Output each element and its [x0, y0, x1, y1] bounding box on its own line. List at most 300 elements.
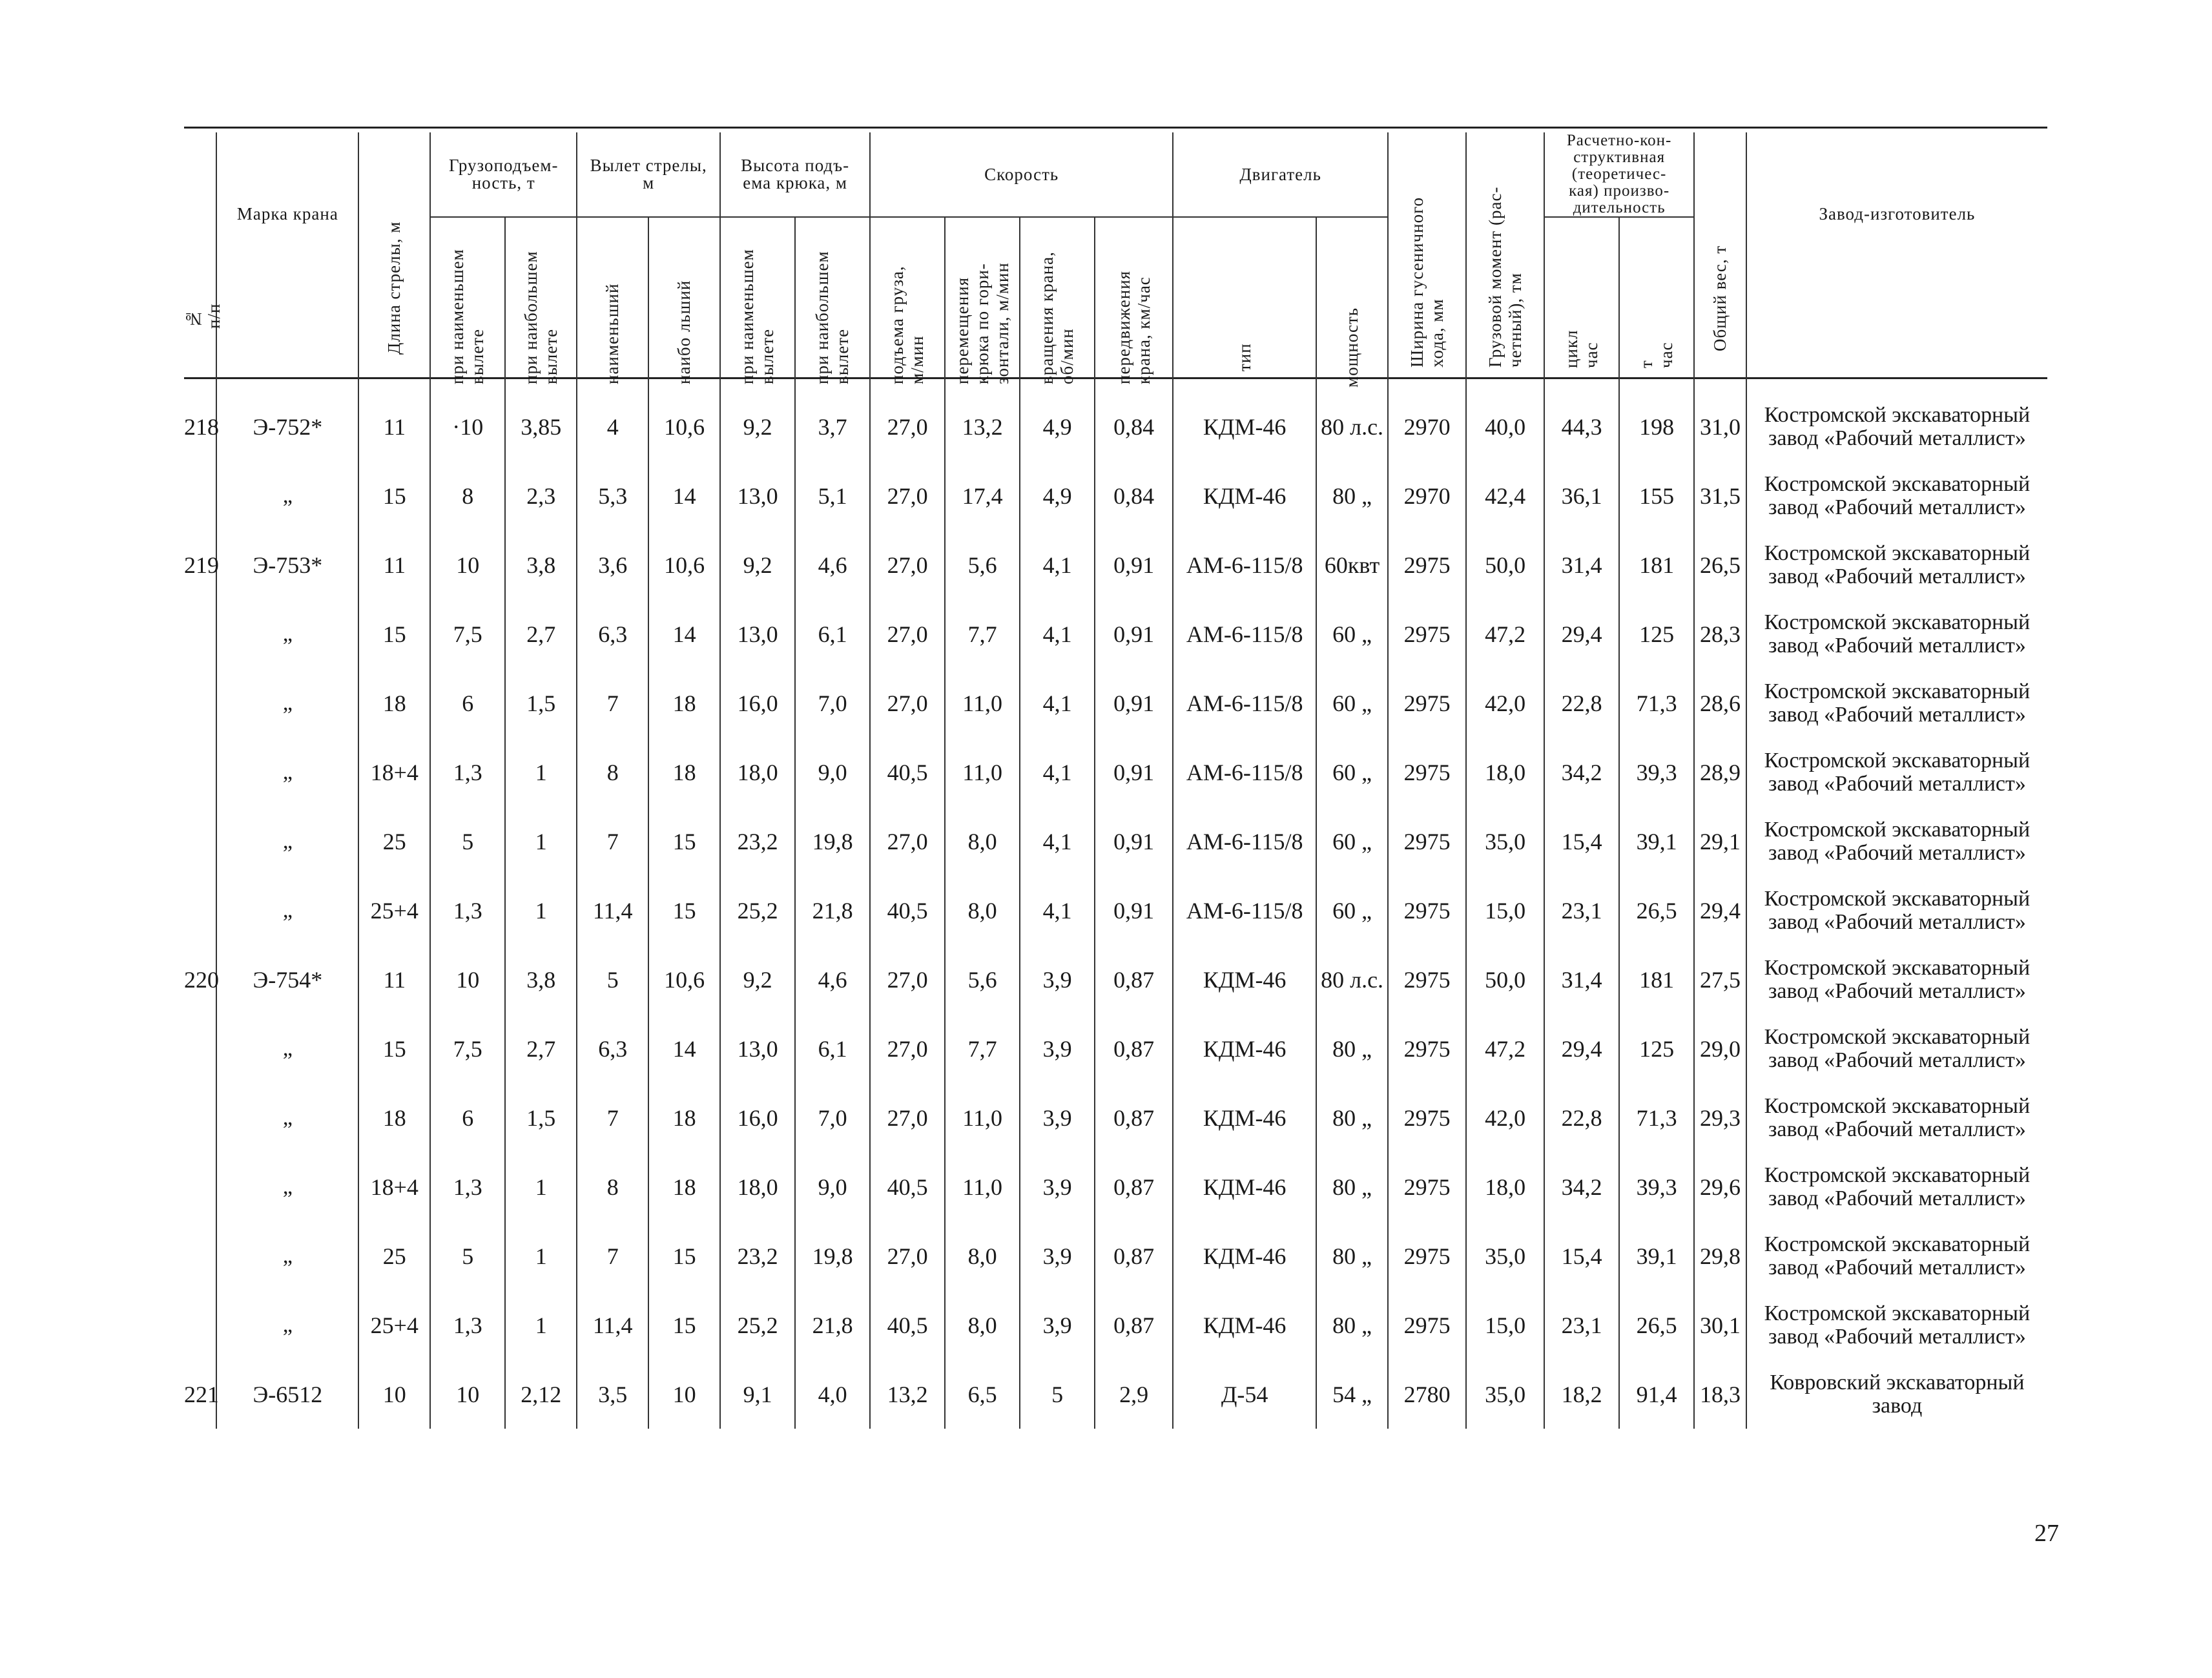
top-rule [184, 127, 2047, 129]
boom-length-cell: 18 [358, 668, 430, 738]
total-weight-cell: 29,0 [1694, 1014, 1746, 1083]
speed-lift-cell: 40,5 [870, 1152, 945, 1221]
header-productivity: Расчетно-кон- структивная (теоретичес- кая) произво- дительность [1544, 132, 1694, 217]
table-row [184, 807, 2047, 876]
speed-travel-cell: 0,91 [1095, 530, 1173, 599]
speed-rotation-cell: 3,9 [1020, 1014, 1095, 1083]
hook-max-cell: 21,8 [795, 1290, 870, 1360]
engine-type-cell: АМ-6-115/8 [1173, 668, 1316, 738]
productivity-cycles-cell: 18,2 [1544, 1360, 1619, 1429]
speed-move-cell: 17,4 [945, 461, 1020, 530]
reach-min-cell: 6,3 [577, 599, 648, 668]
total-weight-cell: 18,3 [1694, 1360, 1746, 1429]
row-number-cell [184, 668, 216, 738]
speed-move-cell: 11,0 [945, 668, 1020, 738]
crane-mark-cell: „ [216, 738, 358, 807]
engine-power-cell: 60 „ [1316, 876, 1388, 945]
reach-max-cell: 10,6 [648, 945, 720, 1014]
speed-rotation-cell: 4,1 [1020, 807, 1095, 876]
table-row [184, 1221, 2047, 1290]
capacity-max-cell: 1 [505, 1221, 577, 1290]
crane-mark-cell: „ [216, 1152, 358, 1221]
speed-move-cell: 5,6 [945, 530, 1020, 599]
capacity-min-cell: 1,3 [430, 738, 505, 807]
speed-lift-cell: 27,0 [870, 599, 945, 668]
reach-min-cell: 5 [577, 945, 648, 1014]
row-number-cell [184, 876, 216, 945]
load-moment-cell: 35,0 [1466, 807, 1544, 876]
track-width-cell: 2975 [1388, 945, 1466, 1014]
engine-type-cell: КДМ-46 [1173, 461, 1316, 530]
track-width-cell: 2975 [1388, 599, 1466, 668]
total-weight-cell: 29,1 [1694, 807, 1746, 876]
productivity-cycles-cell: 29,4 [1544, 599, 1619, 668]
capacity-max-cell: 2,12 [505, 1360, 577, 1429]
engine-power-cell: 80 л.с. [1316, 392, 1388, 461]
engine-type-cell: КДМ-46 [1173, 1083, 1316, 1152]
header-reach: Вылет стрелы, м [577, 132, 720, 217]
header-hook-height: Высота подъ- ема крюка, м [720, 132, 870, 217]
reach-max-cell: 18 [648, 668, 720, 738]
total-weight-cell: 28,3 [1694, 599, 1746, 668]
speed-lift-cell: 40,5 [870, 876, 945, 945]
engine-power-cell: 80 „ [1316, 461, 1388, 530]
engine-type-cell: АМ-6-115/8 [1173, 530, 1316, 599]
capacity-max-cell: 1 [505, 1290, 577, 1360]
track-width-cell: 2975 [1388, 876, 1466, 945]
hook-max-cell: 19,8 [795, 807, 870, 876]
productivity-cycles-cell: 22,8 [1544, 668, 1619, 738]
reach-max-cell: 15 [648, 1290, 720, 1360]
productivity-cycles-cell: 15,4 [1544, 1221, 1619, 1290]
reach-max-cell: 14 [648, 1014, 720, 1083]
capacity-max-cell: 3,8 [505, 530, 577, 599]
header-manufacturer: Завод-изготовитель [1819, 203, 1976, 223]
speed-lift-cell: 13,2 [870, 1360, 945, 1429]
row-number-cell: 220 [184, 945, 216, 1014]
header-capacity: Грузоподъем- ность, т [430, 132, 577, 217]
reach-max-cell: 15 [648, 1221, 720, 1290]
speed-lift-cell: 40,5 [870, 738, 945, 807]
header-speed-rotation: вращения крана, об/мин [1020, 217, 1095, 392]
hook-min-cell: 16,0 [720, 1083, 795, 1152]
speed-travel-cell: 0,87 [1095, 1014, 1173, 1083]
load-moment-cell: 40,0 [1466, 392, 1544, 461]
speed-rotation-cell: 4,1 [1020, 668, 1095, 738]
boom-length-cell: 25+4 [358, 1290, 430, 1360]
reach-min-cell: 11,4 [577, 876, 648, 945]
manufacturer-cell: Костромской экскаваторный завод «Рабочий металлист» [1764, 817, 2031, 865]
track-width-cell: 2975 [1388, 1290, 1466, 1360]
hook-max-cell: 4,6 [795, 530, 870, 599]
load-moment-cell: 18,0 [1466, 1152, 1544, 1221]
load-moment-cell: 15,0 [1466, 1290, 1544, 1360]
load-moment-cell: 50,0 [1466, 945, 1544, 1014]
productivity-tons-cell: 39,1 [1619, 1221, 1694, 1290]
load-moment-cell: 15,0 [1466, 876, 1544, 945]
engine-power-cell: 60квт [1316, 530, 1388, 599]
speed-lift-cell: 27,0 [870, 461, 945, 530]
table-row [184, 392, 2047, 461]
speed-travel-cell: 0,91 [1095, 738, 1173, 807]
crane-specifications-table [184, 132, 2047, 1429]
table-row [184, 599, 2047, 668]
speed-lift-cell: 27,0 [870, 530, 945, 599]
speed-lift-cell: 27,0 [870, 668, 945, 738]
capacity-max-cell: 2,7 [505, 1014, 577, 1083]
capacity-max-cell: 2,7 [505, 599, 577, 668]
load-moment-cell: 47,2 [1466, 1014, 1544, 1083]
speed-rotation-cell: 3,9 [1020, 1290, 1095, 1360]
table-row [184, 1360, 2047, 1429]
track-width-cell: 2975 [1388, 1083, 1466, 1152]
hook-max-cell: 4,0 [795, 1360, 870, 1429]
load-moment-cell: 42,0 [1466, 668, 1544, 738]
total-weight-cell: 29,3 [1694, 1083, 1746, 1152]
header-speed: Скорость [870, 132, 1173, 217]
hook-max-cell: 9,0 [795, 1152, 870, 1221]
reach-max-cell: 18 [648, 1152, 720, 1221]
manufacturer-cell: Ковровский экскаваторный завод [1770, 1370, 2025, 1418]
header-speed-travel: передвижения крана, км/час [1095, 217, 1173, 392]
header-num: № п/п [184, 132, 216, 392]
total-weight-cell: 26,5 [1694, 530, 1746, 599]
manufacturer-cell: Костромской экскаваторный завод «Рабочий металлист» [1764, 1301, 2031, 1349]
row-number-cell: 221 [184, 1360, 216, 1429]
capacity-min-cell: 7,5 [430, 1014, 505, 1083]
speed-lift-cell: 27,0 [870, 1014, 945, 1083]
track-width-cell: 2975 [1388, 1152, 1466, 1221]
track-width-cell: 2975 [1388, 807, 1466, 876]
load-moment-cell: 42,0 [1466, 1083, 1544, 1152]
manufacturer-cell: Костромской экскаваторный завод «Рабочий металлист» [1764, 1093, 2031, 1141]
load-moment-cell: 42,4 [1466, 461, 1544, 530]
speed-lift-cell: 40,5 [870, 1290, 945, 1360]
reach-max-cell: 15 [648, 807, 720, 876]
crane-mark-cell: Э-754* [216, 945, 358, 1014]
productivity-cycles-cell: 31,4 [1544, 530, 1619, 599]
speed-move-cell: 11,0 [945, 1083, 1020, 1152]
reach-min-cell: 5,3 [577, 461, 648, 530]
capacity-min-cell: 7,5 [430, 599, 505, 668]
reach-min-cell: 6,3 [577, 1014, 648, 1083]
table-row [184, 945, 2047, 1014]
capacity-max-cell: 2,3 [505, 461, 577, 530]
productivity-tons-cell: 26,5 [1619, 876, 1694, 945]
hook-max-cell: 9,0 [795, 738, 870, 807]
crane-mark-cell: „ [216, 1014, 358, 1083]
reach-max-cell: 14 [648, 461, 720, 530]
speed-rotation-cell: 5 [1020, 1360, 1095, 1429]
hook-min-cell: 13,0 [720, 599, 795, 668]
header-speed-move: перемещения крюка по гори- зонтали, м/мин [945, 217, 1020, 392]
header-engine: Двигатель [1173, 132, 1388, 217]
hook-min-cell: 23,2 [720, 1221, 795, 1290]
boom-length-cell: 18+4 [358, 738, 430, 807]
speed-lift-cell: 27,0 [870, 392, 945, 461]
reach-max-cell: 10 [648, 1360, 720, 1429]
total-weight-cell: 31,0 [1694, 392, 1746, 461]
table-row [184, 1290, 2047, 1360]
productivity-cycles-cell: 36,1 [1544, 461, 1619, 530]
productivity-cycles-cell: 34,2 [1544, 738, 1619, 807]
reach-min-cell: 3,5 [577, 1360, 648, 1429]
header-productivity-cycles: цикл час [1544, 217, 1619, 392]
total-weight-cell: 29,4 [1694, 876, 1746, 945]
engine-power-cell: 80 „ [1316, 1152, 1388, 1221]
engine-type-cell: Д-54 [1173, 1360, 1316, 1429]
hook-max-cell: 4,6 [795, 945, 870, 1014]
productivity-cycles-cell: 23,1 [1544, 876, 1619, 945]
speed-travel-cell: 0,87 [1095, 1290, 1173, 1360]
hook-min-cell: 13,0 [720, 461, 795, 530]
total-weight-cell: 29,6 [1694, 1152, 1746, 1221]
engine-type-cell: КДМ-46 [1173, 945, 1316, 1014]
speed-move-cell: 8,0 [945, 876, 1020, 945]
header-speed-lift: подъема груза, м/мин [870, 217, 945, 392]
reach-max-cell: 10,6 [648, 392, 720, 461]
load-moment-cell: 18,0 [1466, 738, 1544, 807]
capacity-min-cell: 8 [430, 461, 505, 530]
capacity-min-cell: 1,3 [430, 876, 505, 945]
crane-mark-cell: „ [216, 668, 358, 738]
speed-travel-cell: 0,91 [1095, 807, 1173, 876]
page-number: 27 [2034, 1520, 2059, 1547]
speed-move-cell: 8,0 [945, 807, 1020, 876]
track-width-cell: 2780 [1388, 1360, 1466, 1429]
hook-min-cell: 23,2 [720, 807, 795, 876]
track-width-cell: 2975 [1388, 668, 1466, 738]
engine-power-cell: 80 л.с. [1316, 945, 1388, 1014]
manufacturer-cell: Костромской экскаваторный завод «Рабочий металлист» [1764, 1024, 2031, 1072]
row-number-cell [184, 1014, 216, 1083]
productivity-tons-cell: 181 [1619, 530, 1694, 599]
speed-move-cell: 6,5 [945, 1360, 1020, 1429]
capacity-min-cell: 10 [430, 1360, 505, 1429]
manufacturer-cell: Костромской экскаваторный завод «Рабочий металлист» [1764, 886, 2031, 934]
productivity-tons-cell: 91,4 [1619, 1360, 1694, 1429]
row-number-cell [184, 1083, 216, 1152]
engine-power-cell: 60 „ [1316, 807, 1388, 876]
hook-min-cell: 9,1 [720, 1360, 795, 1429]
hook-max-cell: 5,1 [795, 461, 870, 530]
reach-max-cell: 10,6 [648, 530, 720, 599]
manufacturer-cell: Костромской экскаваторный завод «Рабочий металлист» [1764, 955, 2031, 1003]
speed-rotation-cell: 4,1 [1020, 599, 1095, 668]
hook-max-cell: 19,8 [795, 1221, 870, 1290]
reach-min-cell: 7 [577, 1083, 648, 1152]
engine-power-cell: 80 „ [1316, 1290, 1388, 1360]
engine-type-cell: КДМ-46 [1173, 1221, 1316, 1290]
speed-move-cell: 13,2 [945, 392, 1020, 461]
hook-max-cell: 6,1 [795, 599, 870, 668]
boom-length-cell: 18+4 [358, 1152, 430, 1221]
row-number-cell [184, 461, 216, 530]
speed-rotation-cell: 4,1 [1020, 876, 1095, 945]
header-mark: Марка крана [216, 132, 358, 392]
table-body [184, 392, 2047, 1429]
speed-travel-cell: 0,87 [1095, 1152, 1173, 1221]
productivity-tons-cell: 125 [1619, 1014, 1694, 1083]
reach-max-cell: 15 [648, 876, 720, 945]
crane-mark-cell: „ [216, 1083, 358, 1152]
speed-travel-cell: 2,9 [1095, 1360, 1173, 1429]
speed-travel-cell: 0,91 [1095, 876, 1173, 945]
manufacturer-cell: Костромской экскаваторный завод «Рабочий металлист» [1764, 610, 2031, 658]
speed-move-cell: 8,0 [945, 1290, 1020, 1360]
crane-mark-cell: Э-752* [216, 392, 358, 461]
boom-length-cell: 25 [358, 807, 430, 876]
productivity-cycles-cell: 23,1 [1544, 1290, 1619, 1360]
table-row [184, 1083, 2047, 1152]
capacity-min-cell: 6 [430, 668, 505, 738]
boom-length-cell: 25 [358, 1221, 430, 1290]
capacity-min-cell: ·10 [430, 392, 505, 461]
table-row [184, 461, 2047, 530]
row-number-cell [184, 1221, 216, 1290]
boom-length-cell: 18 [358, 1083, 430, 1152]
crane-mark-cell: „ [216, 461, 358, 530]
reach-min-cell: 4 [577, 392, 648, 461]
row-number-cell [184, 1152, 216, 1221]
reach-max-cell: 18 [648, 738, 720, 807]
table-row [184, 876, 2047, 945]
hook-max-cell: 21,8 [795, 876, 870, 945]
table-row [184, 1152, 2047, 1221]
crane-mark-cell: „ [216, 599, 358, 668]
speed-move-cell: 11,0 [945, 738, 1020, 807]
hook-min-cell: 9,2 [720, 530, 795, 599]
capacity-min-cell: 1,3 [430, 1290, 505, 1360]
load-moment-cell: 47,2 [1466, 599, 1544, 668]
total-weight-cell: 31,5 [1694, 461, 1746, 530]
hook-min-cell: 9,2 [720, 392, 795, 461]
engine-type-cell: АМ-6-115/8 [1173, 738, 1316, 807]
capacity-min-cell: 6 [430, 1083, 505, 1152]
capacity-min-cell: 5 [430, 807, 505, 876]
productivity-cycles-cell: 44,3 [1544, 392, 1619, 461]
productivity-cycles-cell: 29,4 [1544, 1014, 1619, 1083]
engine-type-cell: КДМ-46 [1173, 1152, 1316, 1221]
boom-length-cell: 11 [358, 392, 430, 461]
table-row [184, 738, 2047, 807]
productivity-tons-cell: 125 [1619, 599, 1694, 668]
productivity-tons-cell: 71,3 [1619, 668, 1694, 738]
hook-max-cell: 3,7 [795, 392, 870, 461]
productivity-cycles-cell: 34,2 [1544, 1152, 1619, 1221]
header-engine-type: тип [1173, 217, 1316, 392]
productivity-tons-cell: 181 [1619, 945, 1694, 1014]
header-load-moment: Грузовой момент (рас- четный), тм [1466, 132, 1544, 392]
load-moment-cell: 50,0 [1466, 530, 1544, 599]
hook-min-cell: 9,2 [720, 945, 795, 1014]
productivity-tons-cell: 198 [1619, 392, 1694, 461]
productivity-tons-cell: 71,3 [1619, 1083, 1694, 1152]
speed-travel-cell: 0,84 [1095, 461, 1173, 530]
speed-move-cell: 7,7 [945, 1014, 1020, 1083]
row-number-cell [184, 738, 216, 807]
speed-rotation-cell: 4,1 [1020, 530, 1095, 599]
boom-length-cell: 25+4 [358, 876, 430, 945]
boom-length-cell: 10 [358, 1360, 430, 1429]
total-weight-cell: 27,5 [1694, 945, 1746, 1014]
reach-min-cell: 7 [577, 1221, 648, 1290]
header-track-width: Ширина гусеничного хода, мм [1388, 132, 1466, 392]
hook-min-cell: 18,0 [720, 738, 795, 807]
capacity-min-cell: 10 [430, 530, 505, 599]
speed-travel-cell: 0,91 [1095, 599, 1173, 668]
capacity-max-cell: 1 [505, 807, 577, 876]
reach-max-cell: 18 [648, 1083, 720, 1152]
header-capacity-min: при наименьшем вылете [430, 217, 505, 392]
reach-min-cell: 8 [577, 1152, 648, 1221]
engine-type-cell: КДМ-46 [1173, 1290, 1316, 1360]
boom-length-cell: 15 [358, 461, 430, 530]
engine-power-cell: 60 „ [1316, 738, 1388, 807]
boom-length-cell: 11 [358, 945, 430, 1014]
productivity-tons-cell: 39,1 [1619, 807, 1694, 876]
row-number-cell [184, 807, 216, 876]
hook-min-cell: 18,0 [720, 1152, 795, 1221]
hook-min-cell: 25,2 [720, 1290, 795, 1360]
engine-type-cell: АМ-6-115/8 [1173, 599, 1316, 668]
hook-min-cell: 25,2 [720, 876, 795, 945]
engine-power-cell: 80 „ [1316, 1083, 1388, 1152]
speed-move-cell: 8,0 [945, 1221, 1020, 1290]
reach-min-cell: 7 [577, 668, 648, 738]
total-weight-cell: 30,1 [1694, 1290, 1746, 1360]
speed-travel-cell: 0,87 [1095, 1221, 1173, 1290]
speed-lift-cell: 27,0 [870, 945, 945, 1014]
capacity-max-cell: 1 [505, 1152, 577, 1221]
header-boom-length: Длина стрелы, м [358, 132, 430, 392]
hook-max-cell: 7,0 [795, 668, 870, 738]
speed-lift-cell: 27,0 [870, 1221, 945, 1290]
capacity-max-cell: 1,5 [505, 668, 577, 738]
capacity-max-cell: 3,85 [505, 392, 577, 461]
speed-travel-cell: 0,87 [1095, 945, 1173, 1014]
capacity-max-cell: 1,5 [505, 1083, 577, 1152]
speed-travel-cell: 0,84 [1095, 392, 1173, 461]
header-reach-min: наименьший [577, 217, 648, 392]
engine-type-cell: АМ-6-115/8 [1173, 807, 1316, 876]
header-productivity-tons: т час [1619, 217, 1694, 392]
reach-min-cell: 8 [577, 738, 648, 807]
capacity-max-cell: 3,8 [505, 945, 577, 1014]
capacity-max-cell: 1 [505, 738, 577, 807]
speed-lift-cell: 27,0 [870, 1083, 945, 1152]
reach-min-cell: 11,4 [577, 1290, 648, 1360]
load-moment-cell: 35,0 [1466, 1221, 1544, 1290]
header-capacity-max: при наибольшем вылете [505, 217, 577, 392]
speed-rotation-cell: 4,1 [1020, 738, 1095, 807]
engine-power-cell: 60 „ [1316, 668, 1388, 738]
manufacturer-cell: Костромской экскаваторный завод «Рабочий металлист» [1764, 541, 2031, 588]
reach-min-cell: 7 [577, 807, 648, 876]
hook-max-cell: 6,1 [795, 1014, 870, 1083]
productivity-tons-cell: 39,3 [1619, 1152, 1694, 1221]
speed-move-cell: 5,6 [945, 945, 1020, 1014]
speed-rotation-cell: 3,9 [1020, 1152, 1095, 1221]
hook-min-cell: 16,0 [720, 668, 795, 738]
speed-rotation-cell: 3,9 [1020, 1221, 1095, 1290]
total-weight-cell: 29,8 [1694, 1221, 1746, 1290]
speed-move-cell: 7,7 [945, 599, 1020, 668]
track-width-cell: 2970 [1388, 461, 1466, 530]
track-width-cell: 2975 [1388, 738, 1466, 807]
speed-rotation-cell: 3,9 [1020, 1083, 1095, 1152]
crane-mark-cell: Э-6512 [216, 1360, 358, 1429]
